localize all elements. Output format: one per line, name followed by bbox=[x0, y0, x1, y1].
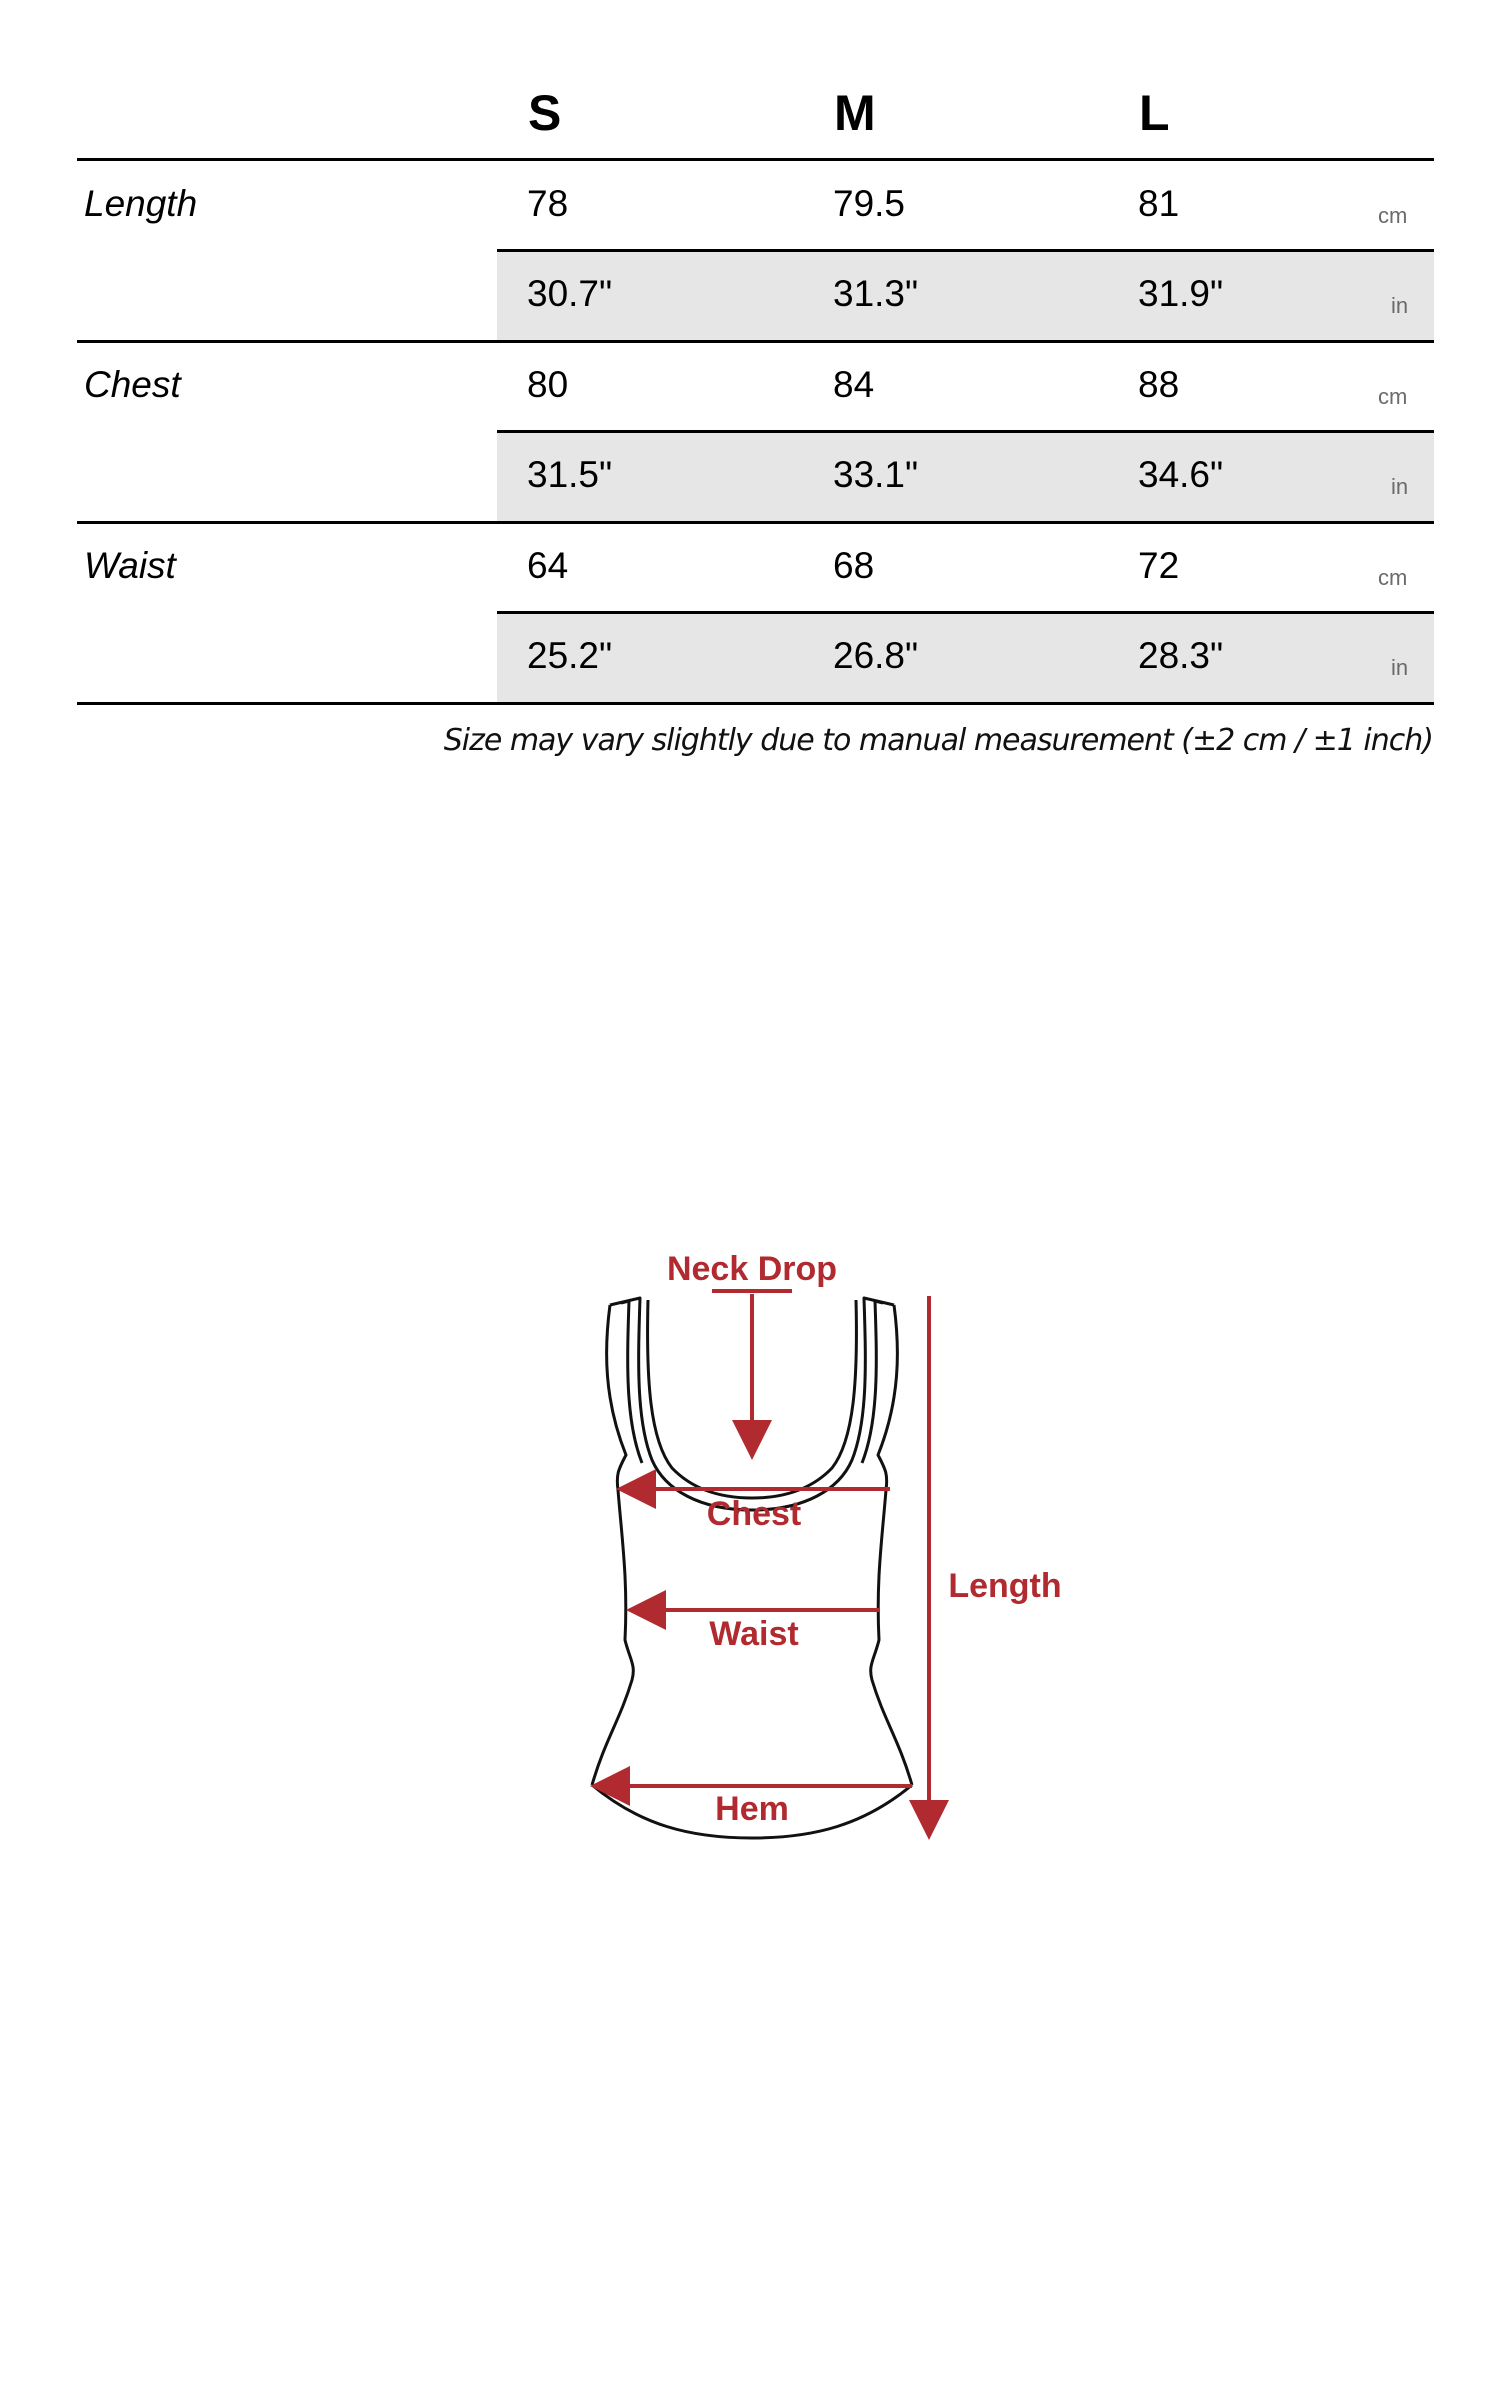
table-rule bbox=[497, 430, 1434, 433]
size-header-m: M bbox=[834, 85, 876, 141]
table-rule bbox=[77, 521, 1434, 524]
inch-row-band-length bbox=[497, 250, 1434, 340]
length-label: Length bbox=[948, 1567, 1062, 1605]
cell-waist-s-cm: 64 bbox=[527, 545, 569, 586]
row-label-chest: Chest bbox=[84, 364, 181, 405]
table-rule bbox=[77, 158, 1434, 161]
cell-waist-s-in: 25.2" bbox=[527, 635, 613, 676]
table-rule bbox=[497, 249, 1434, 252]
unit-in: in bbox=[1391, 474, 1409, 499]
neck-drop-label: Neck Drop bbox=[666, 1250, 838, 1288]
chest-label: Chest bbox=[706, 1495, 802, 1533]
row-label-waist: Waist bbox=[84, 545, 176, 586]
size-header-s: S bbox=[528, 85, 562, 141]
cell-chest-s-cm: 80 bbox=[527, 364, 569, 405]
waist-label: Waist bbox=[709, 1615, 799, 1653]
cell-chest-l-in: 34.6" bbox=[1138, 454, 1224, 495]
inch-row-band-waist bbox=[497, 612, 1434, 702]
table-rule bbox=[497, 611, 1434, 614]
unit-in: in bbox=[1391, 655, 1409, 680]
cell-waist-l-cm: 72 bbox=[1138, 545, 1180, 586]
unit-in: in bbox=[1391, 293, 1409, 318]
cell-length-m-cm: 79.5 bbox=[833, 183, 906, 224]
tank-top-measurement-diagram bbox=[0, 1200, 1500, 1900]
cell-chest-m-in: 33.1" bbox=[833, 454, 919, 495]
cell-waist-m-in: 26.8" bbox=[833, 635, 919, 676]
hem-label: Hem bbox=[715, 1790, 789, 1828]
cell-length-s-cm: 78 bbox=[527, 183, 569, 224]
measurement-note: Size may vary slightly due to manual measurement (±2 cm / ±1 inch) bbox=[443, 723, 1433, 758]
cell-waist-m-cm: 68 bbox=[833, 545, 875, 586]
inch-row-band-chest bbox=[497, 431, 1434, 521]
size-header-l: L bbox=[1139, 85, 1170, 141]
table-rule bbox=[77, 340, 1434, 343]
cell-length-l-in: 31.9" bbox=[1138, 273, 1224, 314]
unit-cm: cm bbox=[1378, 565, 1408, 590]
cell-length-l-cm: 81 bbox=[1138, 183, 1180, 224]
unit-cm: cm bbox=[1378, 203, 1408, 228]
cell-length-s-in: 30.7" bbox=[527, 273, 613, 314]
row-label-length: Length bbox=[84, 183, 198, 224]
cell-length-m-in: 31.3" bbox=[833, 273, 919, 314]
cell-chest-m-cm: 84 bbox=[833, 364, 875, 405]
table-rule bbox=[77, 702, 1434, 705]
unit-cm: cm bbox=[1378, 384, 1408, 409]
cell-chest-l-cm: 88 bbox=[1138, 364, 1180, 405]
cell-chest-s-in: 31.5" bbox=[527, 454, 613, 495]
cell-waist-l-in: 28.3" bbox=[1138, 635, 1224, 676]
